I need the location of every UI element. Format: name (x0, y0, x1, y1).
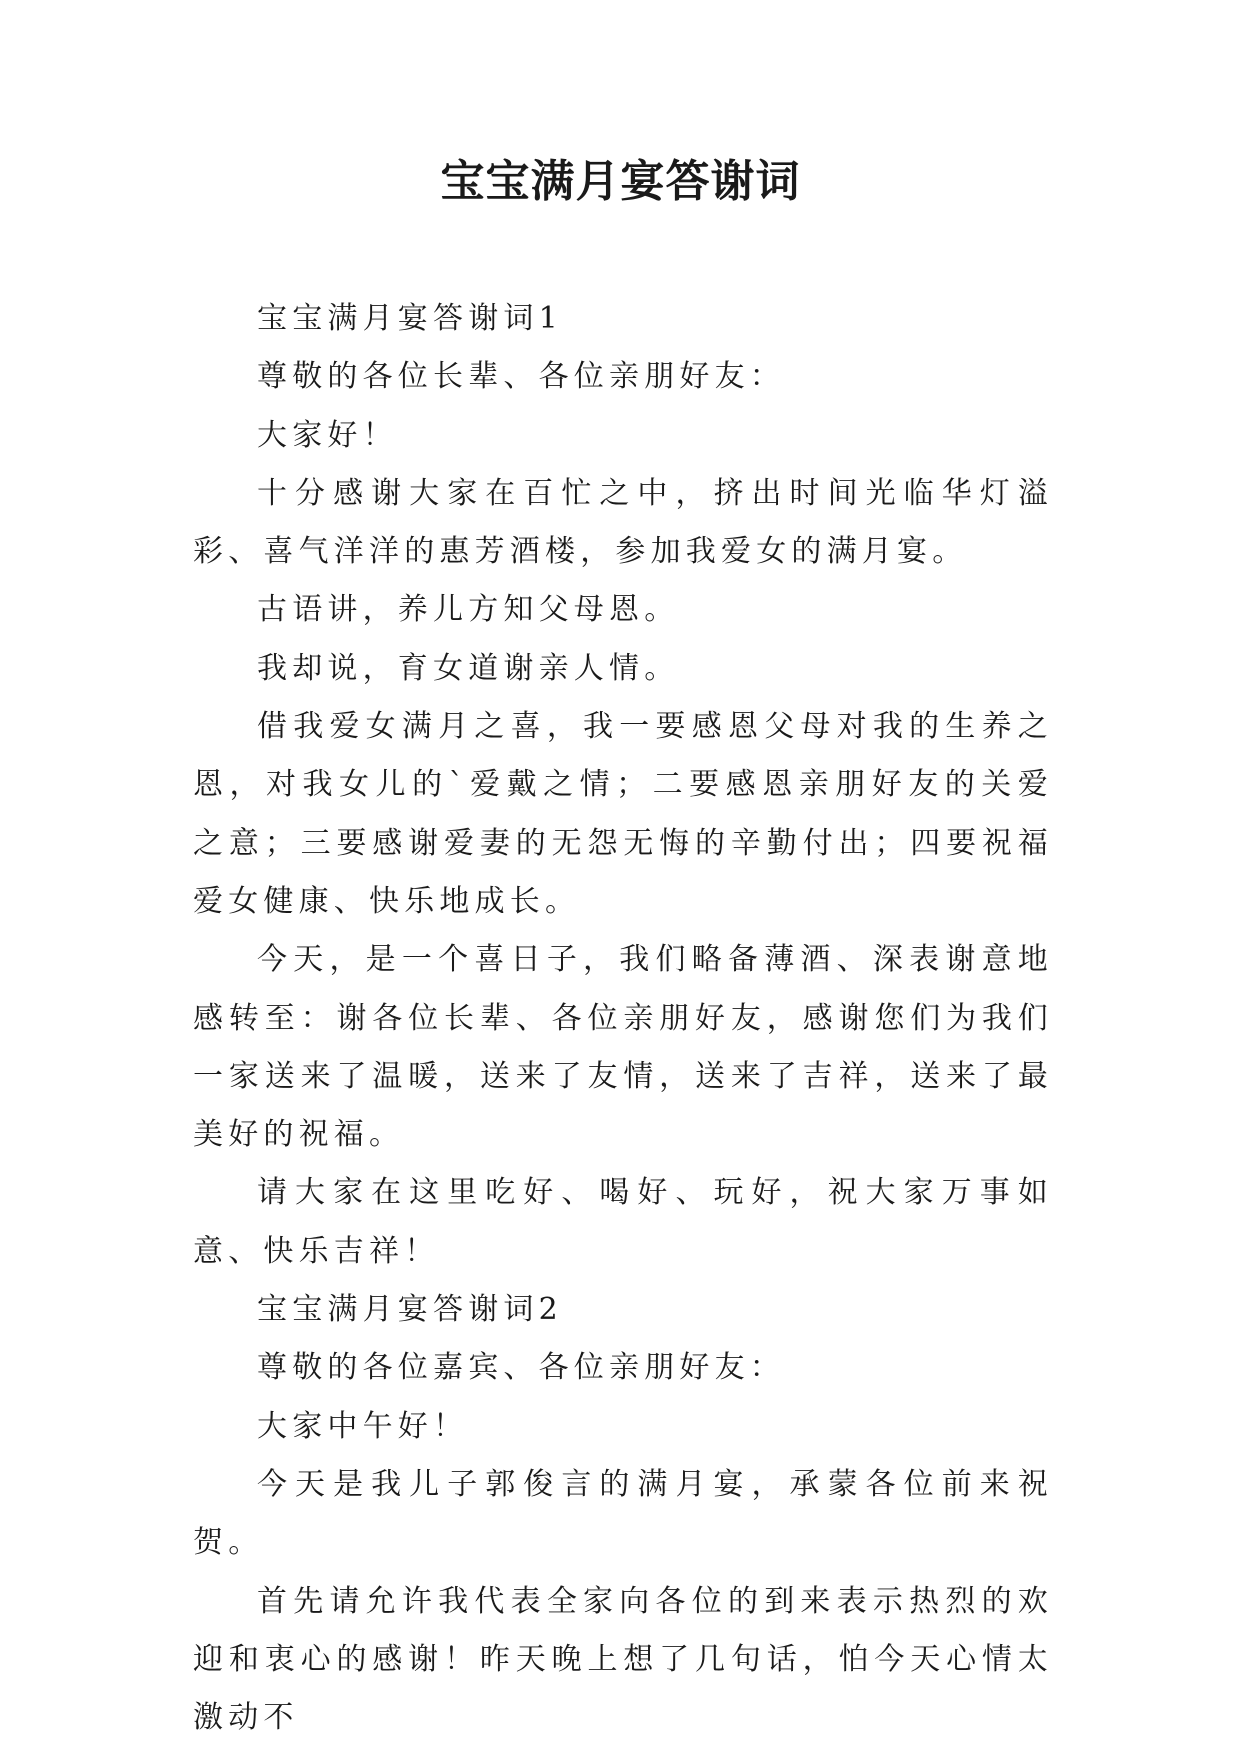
document-body (193, 290, 1053, 1747)
paragraph-greeting-1: 大家好！ (257, 417, 398, 453)
paragraph: 古语讲，养儿方知父母恩。 (257, 592, 680, 628)
paragraph: 十分感谢大家在百忙之中，挤出时间光临华灯溢彩、喜气洋洋的惠芳酒楼，参加我爱女的满月宴。 (193, 475, 1053, 570)
paragraph-greeting-2: 大家中午好！ (257, 1408, 469, 1444)
paragraph: 首先请允许我代表全家向各位的到来表示热烈的欢迎和衷心的感谢！昨天晚上想了几句话，怕今天心情太激动不 (193, 1583, 1053, 1736)
paragraph: 今天是我儿子郭俊言的满月宴，承蒙各位前来祝贺。 (193, 1466, 1053, 1561)
paragraph: 请大家在这里吃好、喝好、玩好，祝大家万事如意、快乐吉祥！ (193, 1175, 1053, 1269)
paragraph: 今天，是一个喜日子，我们略备薄酒、深表谢意地感转至：谢各位长辈、各位亲朋好友，感谢您们为我们一家送来了温暖，送来了友情，送来了吉祥，送来了最美好的祝福。 (193, 942, 1053, 1153)
paragraph: 借我爱女满月之喜，我一要感恩父母对我的生养之恩，对我女儿的`爱戴之情；二要感恩亲朋好友的关爱之意；三要感谢爱妻的无怨无悔的辛勤付出；四要祝福爱女健康、快乐地成长。 (193, 709, 1053, 919)
document-title: 宝宝满月宴答谢词 (440, 156, 801, 207)
paragraph-heading-1: 宝宝满月宴答谢词1 (257, 301, 563, 336)
paragraph: 我却说，育女道谢亲人情。 (257, 650, 680, 686)
paragraph-salutation-2: 尊敬的各位嘉宾、各位亲朋好友： (257, 1350, 785, 1386)
paragraph-heading-2: 宝宝满月宴答谢词2 (257, 1292, 563, 1328)
paragraph-salutation-1: 尊敬的各位长辈、各位亲朋好友： (257, 359, 785, 395)
